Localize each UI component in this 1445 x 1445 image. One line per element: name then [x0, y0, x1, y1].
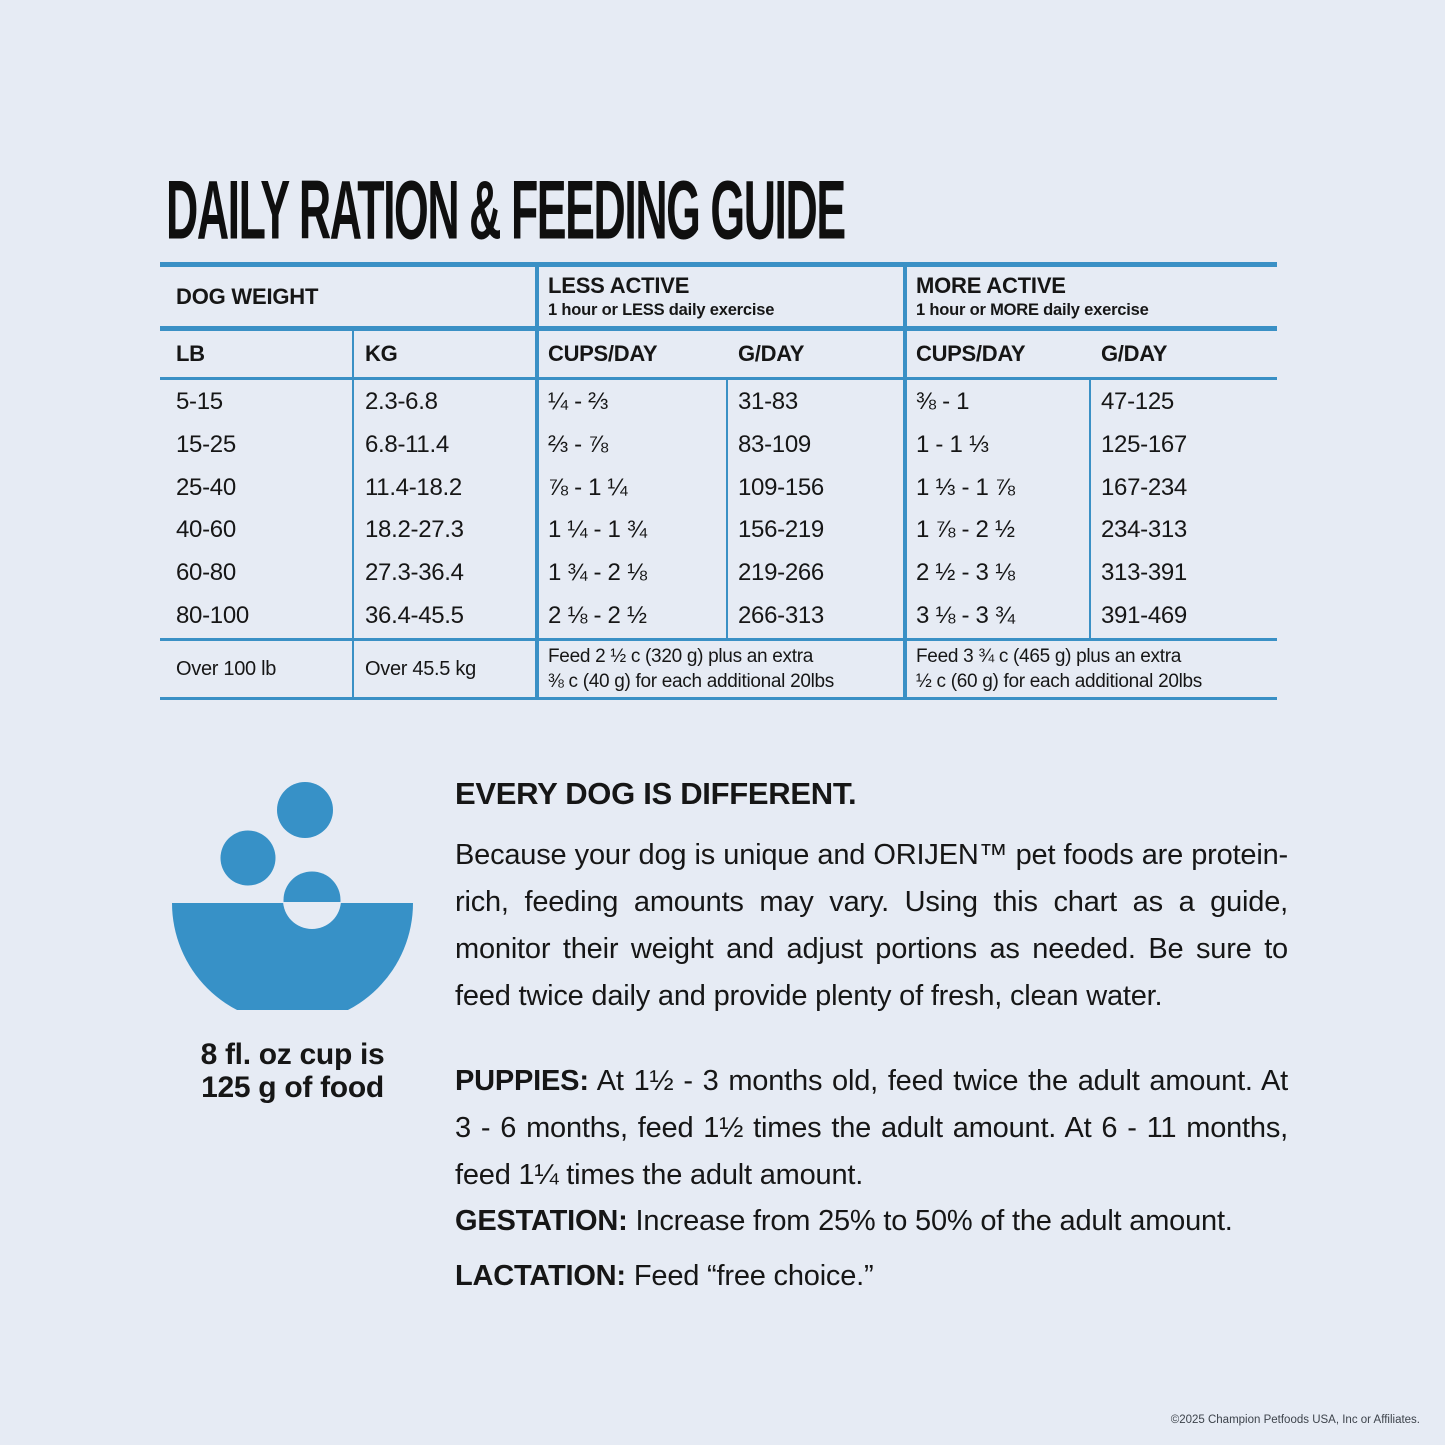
feeding-table	[160, 262, 1277, 700]
bowl-caption	[150, 1038, 435, 1104]
cell-more-g: 47-125	[1101, 387, 1174, 415]
bowl-caption-line1: 8 fl. oz cup is	[200, 1038, 385, 1071]
copyright: ©2025 Champion Petfoods USA, Inc or Affiliates.	[1170, 1414, 1420, 1426]
cell-more-g: 234-313	[1101, 515, 1187, 543]
table-divider	[535, 262, 539, 700]
cell-kg: 27.3-36.4	[365, 558, 464, 586]
gestation-text: Increase from 25% to 50% of the adult amount.	[635, 1205, 1233, 1237]
cell-lb: 40-60	[176, 515, 236, 543]
col-less-g: G/DAY	[738, 341, 805, 366]
cell-more-cups: ⅜ - 1	[916, 387, 970, 415]
cell-less-g: 266-313	[738, 601, 824, 629]
cell-lb: 5-15	[176, 387, 223, 415]
col-more-g: G/DAY	[1101, 341, 1168, 366]
gestation-note	[455, 1198, 1288, 1245]
cell-over-lb: Over 100 lb	[176, 657, 277, 680]
cell-less-g: 219-266	[738, 558, 824, 586]
over-more-line1: Feed 3 ¾ c (465 g) plus an extra	[916, 646, 1182, 667]
cell-over-kg: Over 45.5 kg	[365, 657, 476, 680]
cell-kg: 2.3-6.8	[365, 387, 438, 415]
cell-less-cups: 1 ¾ - 2 ⅛	[548, 558, 647, 586]
cell-less-cups: ¼ - ⅔	[548, 387, 608, 415]
header-more-active-subtitle: 1 hour or MORE daily exercise	[916, 301, 1149, 319]
cell-less-cups: 2 ⅛ - 2 ½	[548, 601, 647, 629]
cell-kg: 11.4-18.2	[365, 473, 462, 501]
header-dog-weight: DOG WEIGHT	[176, 284, 319, 309]
cell-more-cups: 2 ½ - 3 ⅛	[916, 558, 1015, 586]
table-divider	[726, 377, 728, 641]
cell-more-cups: 1 ⅞ - 2 ½	[916, 515, 1015, 543]
cell-kg: 6.8-11.4	[365, 430, 449, 458]
header-less-active-title: LESS ACTIVE	[548, 273, 690, 298]
gestation-label: GESTATION:	[455, 1205, 628, 1237]
table-divider	[903, 262, 907, 700]
col-lb: LB	[176, 341, 205, 366]
header-more-active-title: MORE ACTIVE	[916, 273, 1066, 298]
cell-over-more	[916, 641, 1266, 697]
cell-lb: 15-25	[176, 430, 236, 458]
cell-less-g: 156-219	[738, 515, 824, 543]
cell-more-cups: 3 ⅛ - 3 ¾	[916, 601, 1015, 629]
cell-less-g: 31-83	[738, 387, 798, 415]
cell-less-cups: ⅔ - ⅞	[548, 430, 608, 458]
puppies-note	[455, 1058, 1288, 1199]
table-divider	[160, 697, 1277, 700]
info-paragraph: Because your dog is unique and ORIJEN™ pet foods are protein-rich, feeding amounts may vary. Using this chart as a guide, monitor their weight and adjust portions as needed. Be sure to feed twice daily and provide plenty of fresh, clean water.	[455, 839, 1288, 1012]
cell-less-g: 109-156	[738, 473, 824, 501]
cell-less-g: 83-109	[738, 430, 811, 458]
lactation-note	[455, 1253, 1288, 1300]
lactation-label: LACTATION:	[455, 1260, 626, 1292]
header-less-active-subtitle: 1 hour or LESS daily exercise	[548, 301, 775, 319]
table-divider	[352, 326, 354, 700]
header-more-active	[916, 267, 1149, 326]
bowl-caption-line2: 125 g of food	[201, 1071, 384, 1104]
cell-more-g: 391-469	[1101, 601, 1187, 629]
cell-more-cups: 1 - 1 ⅓	[916, 430, 989, 458]
over-more-line2: ½ c (60 g) for each additional 20lbs	[916, 671, 1202, 692]
col-less-cups: CUPS/DAY	[548, 341, 658, 366]
cell-over-less	[548, 641, 893, 697]
cell-kg: 18.2-27.3	[365, 515, 464, 543]
header-less-active	[548, 267, 774, 326]
puppies-label: PUPPIES:	[455, 1065, 589, 1097]
col-more-cups: CUPS/DAY	[916, 341, 1026, 366]
cell-lb: 80-100	[176, 601, 249, 629]
info-heading: EVERY DOG IS DIFFERENT.	[455, 776, 857, 811]
cell-more-g: 167-234	[1101, 473, 1187, 501]
cell-more-g: 125-167	[1101, 430, 1187, 458]
cell-more-g: 313-391	[1101, 558, 1187, 586]
cell-less-cups: ⅞ - 1 ¼	[548, 473, 628, 501]
over-less-line2: ⅜ c (40 g) for each additional 20lbs	[548, 671, 834, 692]
cell-less-cups: 1 ¼ - 1 ¾	[548, 515, 647, 543]
cell-lb: 25-40	[176, 473, 236, 501]
table-divider	[1089, 377, 1091, 641]
col-kg: KG	[365, 341, 398, 366]
page-title: DAILY RATION & FEEDING GUIDE	[166, 161, 845, 257]
puppies-text: At 1½ - 3 months old, feed twice the adult amount. At 3 - 6 months, feed 1½ times the adult amount. At 6 - 11 months, feed 1¼ times the adult amount.	[455, 1065, 1288, 1191]
over-less-line1: Feed 2 ½ c (320 g) plus an extra	[548, 646, 814, 667]
lactation-text: Feed “free choice.”	[633, 1260, 874, 1292]
food-bowl-icon	[165, 780, 420, 1015]
cell-more-cups: 1 ⅓ - 1 ⅞	[916, 473, 1015, 501]
cell-kg: 36.4-45.5	[365, 601, 464, 629]
cell-lb: 60-80	[176, 558, 236, 586]
